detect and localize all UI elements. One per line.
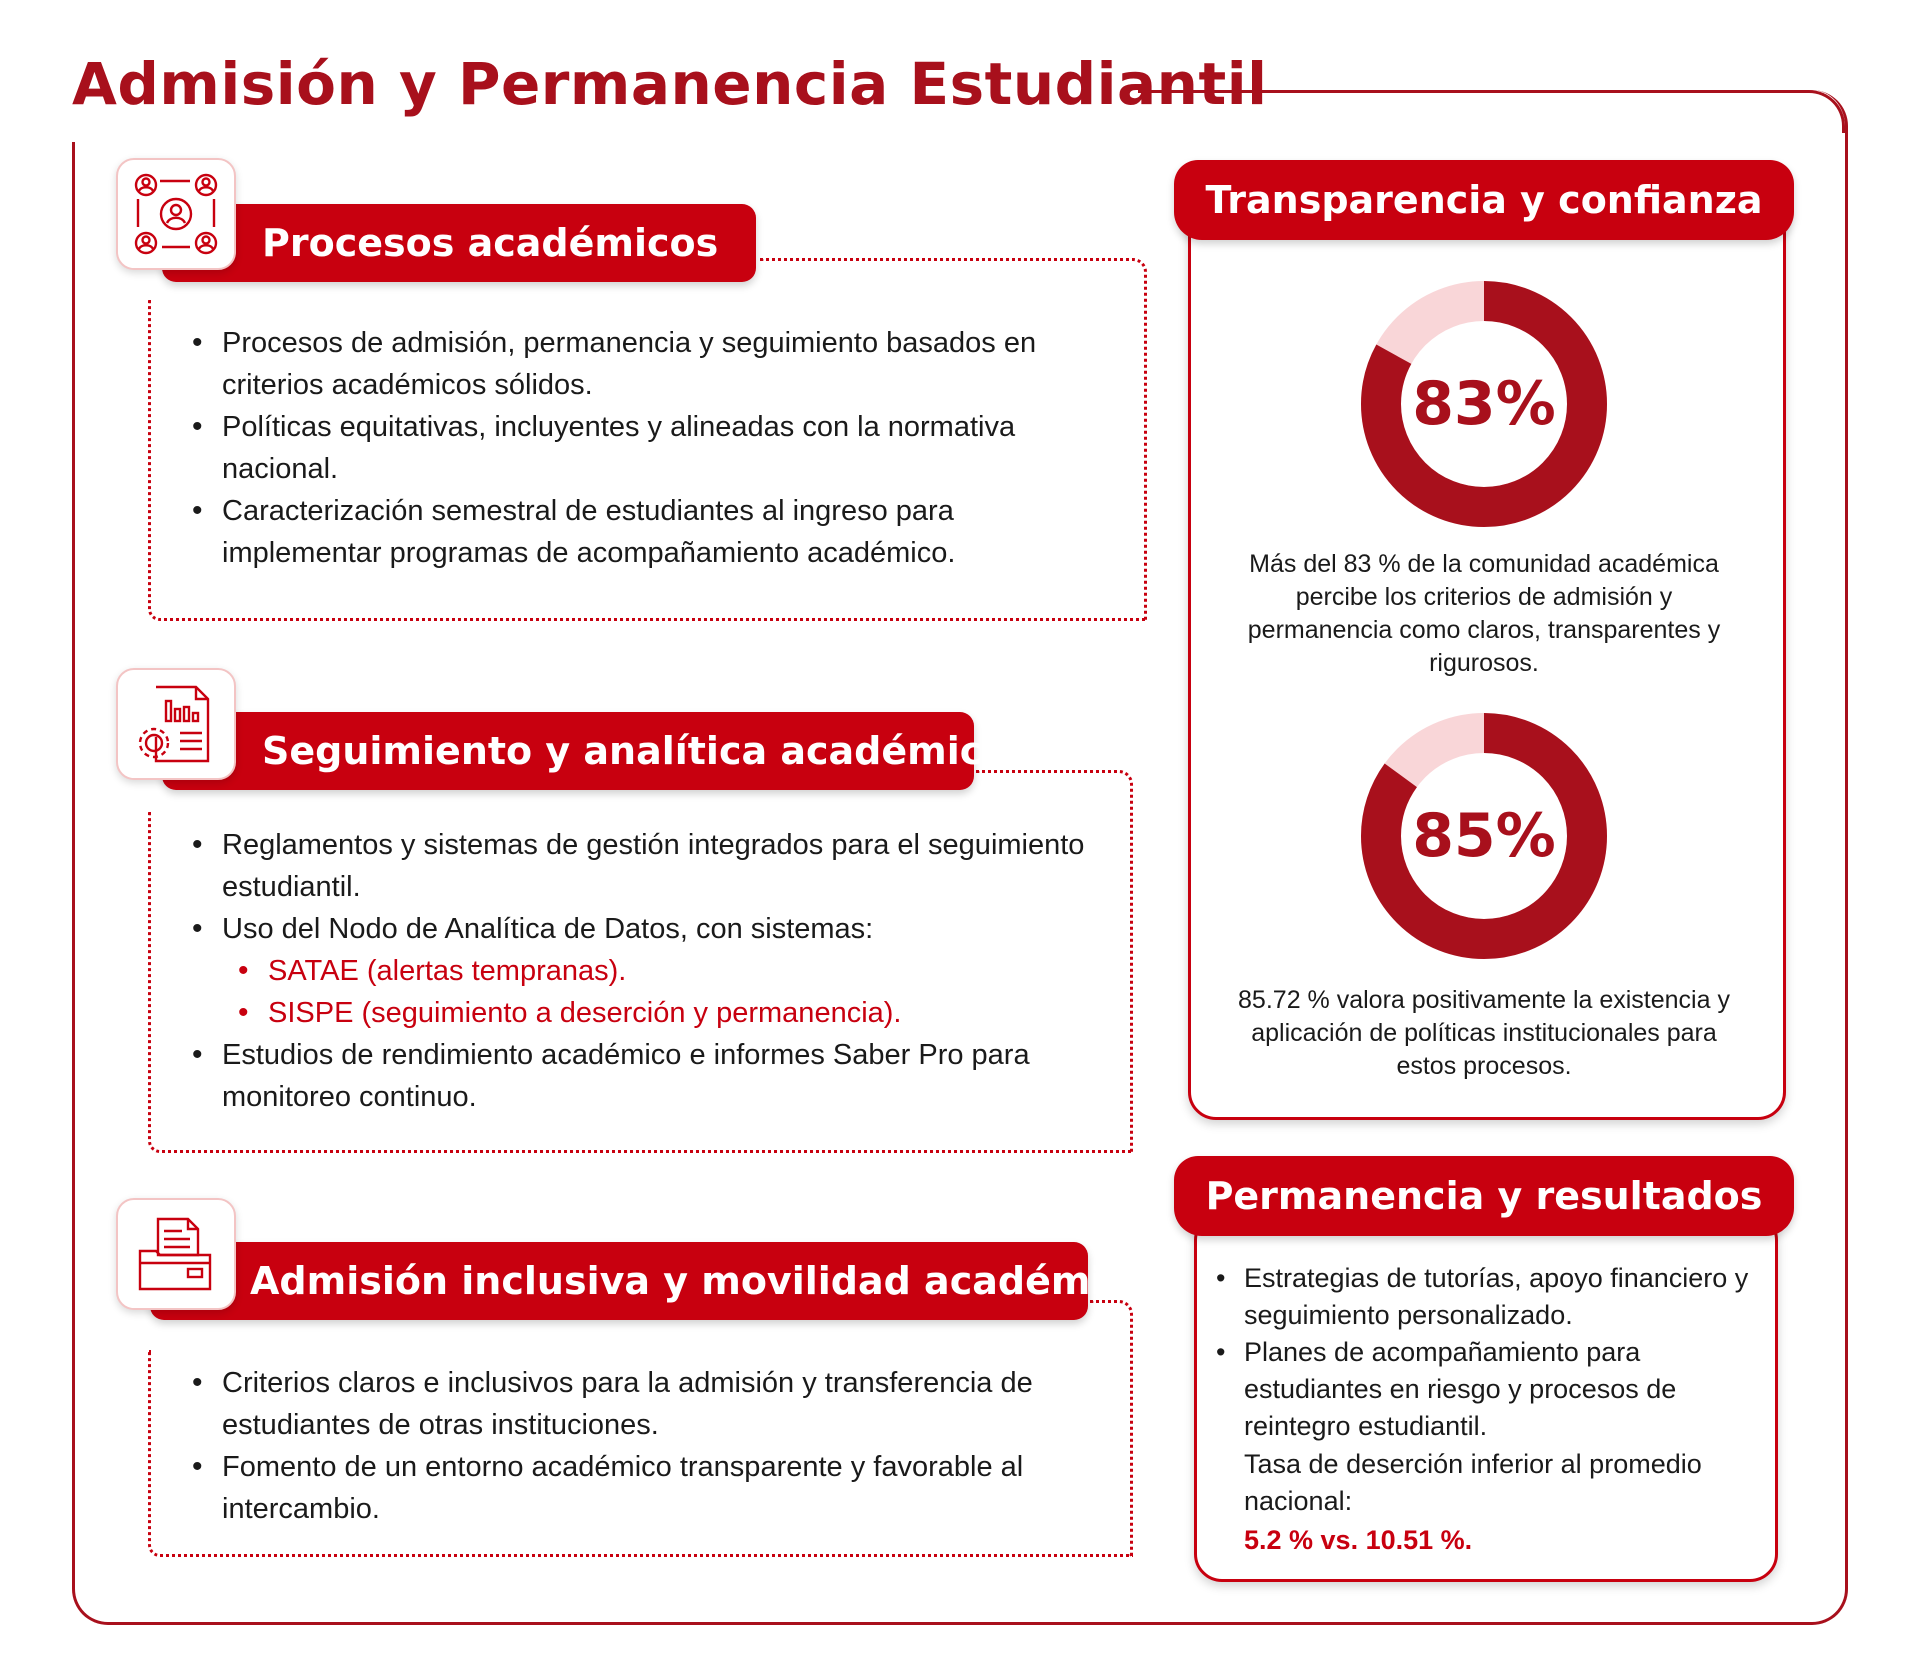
- stat-value-1: 83%: [1412, 369, 1556, 439]
- results-heading: Permanencia y resultados: [1174, 1156, 1794, 1236]
- list-item: • Procesos de admisión, permanencia y seguimiento basados en criterios académicos sólidos.: [186, 322, 1086, 406]
- list-item: • Fomento de un entorno académico transparente y favorable al intercambio.: [186, 1446, 1086, 1530]
- list-item: • Estudios de rendimiento académico e informes Saber Pro para monitoreo continuo.: [186, 1034, 1086, 1118]
- document-folder-icon: [116, 1198, 236, 1310]
- results-list: [1208, 1260, 1768, 1445]
- stat-caption-1: Más del 83 % de la comunidad académica percibe los criterios de admisión y permanencia como claros, transparentes y rigurosos.: [1247, 550, 1721, 677]
- dropout-note: Tasa de deserción inferior al promedio nacional:: [1244, 1449, 1702, 1516]
- report-analytics-icon: [116, 668, 236, 780]
- dropout-highlight: 5.2 % vs. 10.51 %.: [1244, 1525, 1473, 1555]
- list-item: • Uso del Nodo de Analítica de Datos, con sistemas:: [186, 908, 1086, 950]
- people-network-icon: [116, 158, 236, 270]
- section3-heading: Admisión inclusiva y movilidad académica: [150, 1242, 1088, 1320]
- transparency-heading: Transparencia y confianza: [1174, 160, 1794, 240]
- list-item: • Estrategias de tutorías, apoyo financiero y seguimiento personalizado.: [1208, 1260, 1768, 1334]
- list-item: • Criterios claros e inclusivos para la admisión y transferencia de estudiantes de otras instituciones.: [186, 1362, 1086, 1446]
- section2-list: [186, 824, 1086, 1118]
- list-item: • Reglamentos y sistemas de gestión integrados para el seguimiento estudiantil.: [186, 824, 1086, 908]
- list-item: • Caracterización semestral de estudiantes al ingreso para implementar programas de acompañamiento académico.: [186, 490, 1086, 574]
- list-item: • Planes de acompañamiento para estudiantes en riesgo y procesos de reintegro estudiantil.: [1208, 1334, 1768, 1445]
- list-subitem: • SISPE (seguimiento a deserción y permanencia).: [186, 992, 1086, 1034]
- donut-chart-1: [1358, 278, 1610, 530]
- stat-value-2: 85%: [1412, 801, 1556, 871]
- section2-heading: Seguimiento y analítica académica: [162, 712, 974, 790]
- list-item: • Políticas equitativas, incluyentes y alineadas con la normativa nacional.: [186, 406, 1086, 490]
- section1-heading: Procesos académicos: [162, 204, 756, 282]
- stat-caption-2: 85.72 % valora positivamente la existencia y aplicación de políticas institucionales para estos procesos.: [1238, 986, 1730, 1080]
- page-title: Admisión y Permanencia Estudiantil: [72, 50, 1268, 118]
- section1-list: [186, 322, 1086, 574]
- section3-list: [186, 1362, 1086, 1530]
- donut-chart-2: [1358, 710, 1610, 962]
- list-subitem: • SATAE (alertas tempranas).: [186, 950, 1086, 992]
